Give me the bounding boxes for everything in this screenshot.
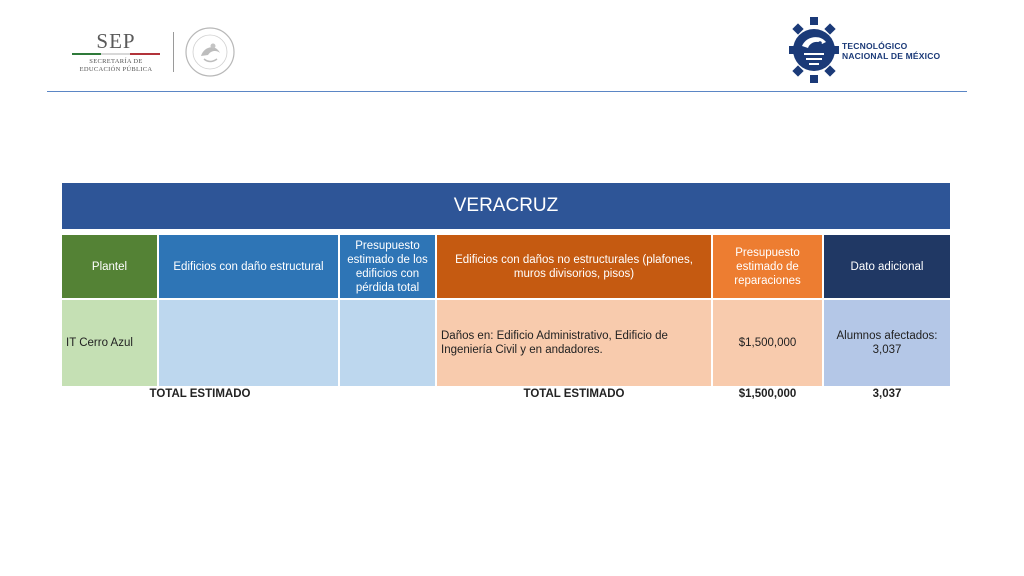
header-plantel: Plantel xyxy=(62,235,159,298)
total-empty xyxy=(340,386,437,402)
total-label-right: TOTAL ESTIMADO xyxy=(437,386,713,402)
cell-no-estructurales: Daños en: Edificio Administrativo, Edificio de Ingeniería Civil y en andadores. xyxy=(437,300,713,386)
cell-presupuesto-reparaciones: $1,500,000 xyxy=(713,300,824,386)
data-table xyxy=(62,235,950,402)
logo-divider xyxy=(173,32,174,72)
header-dato-adicional: Dato adicional xyxy=(824,235,950,298)
table-title: VERACRUZ xyxy=(62,183,950,229)
total-reparaciones: $1,500,000 xyxy=(713,386,824,402)
tecnm-logo-text xyxy=(842,41,940,61)
table-row xyxy=(62,298,950,386)
header-edificios-estructural: Edificios con daño estructural xyxy=(159,235,340,298)
sep-logo xyxy=(68,30,164,76)
sep-logo-line1: SECRETARÍA DE xyxy=(89,58,143,65)
sep-logo-line2: EDUCACIÓN PÚBLICA xyxy=(79,66,153,73)
cell-plantel: IT Cerro Azul xyxy=(62,300,159,386)
tecnm-gear-eagle-icon xyxy=(788,16,840,84)
header-rule xyxy=(47,91,967,92)
cell-dato-adicional: Alumnos afectados: 3,037 xyxy=(824,300,950,386)
sep-logo-title: SEP xyxy=(96,29,136,53)
sep-logo-tricolor-line xyxy=(72,53,160,55)
tecnm-line2: NACIONAL DE MÉXICO xyxy=(842,51,941,61)
header-presupuesto-reparaciones: Presupuesto estimado de reparaciones xyxy=(713,235,824,298)
national-seal-icon xyxy=(184,26,236,78)
cell-estructural xyxy=(159,300,340,386)
table-header-row xyxy=(62,235,950,298)
total-alumnos: 3,037 xyxy=(872,388,902,400)
total-label-left: TOTAL ESTIMADO xyxy=(62,386,340,402)
header-no-estructurales: Edificios con daños no estructurales (plafones, muros divisorios, pisos) xyxy=(437,235,713,298)
tecnm-line1: TECNOLÓGICO xyxy=(842,41,908,51)
totals-row xyxy=(62,386,950,402)
header-presupuesto-perdida: Presupuesto estimado de los edificios con pérdida total xyxy=(340,235,437,298)
cell-presupuesto-perdida xyxy=(340,300,437,386)
